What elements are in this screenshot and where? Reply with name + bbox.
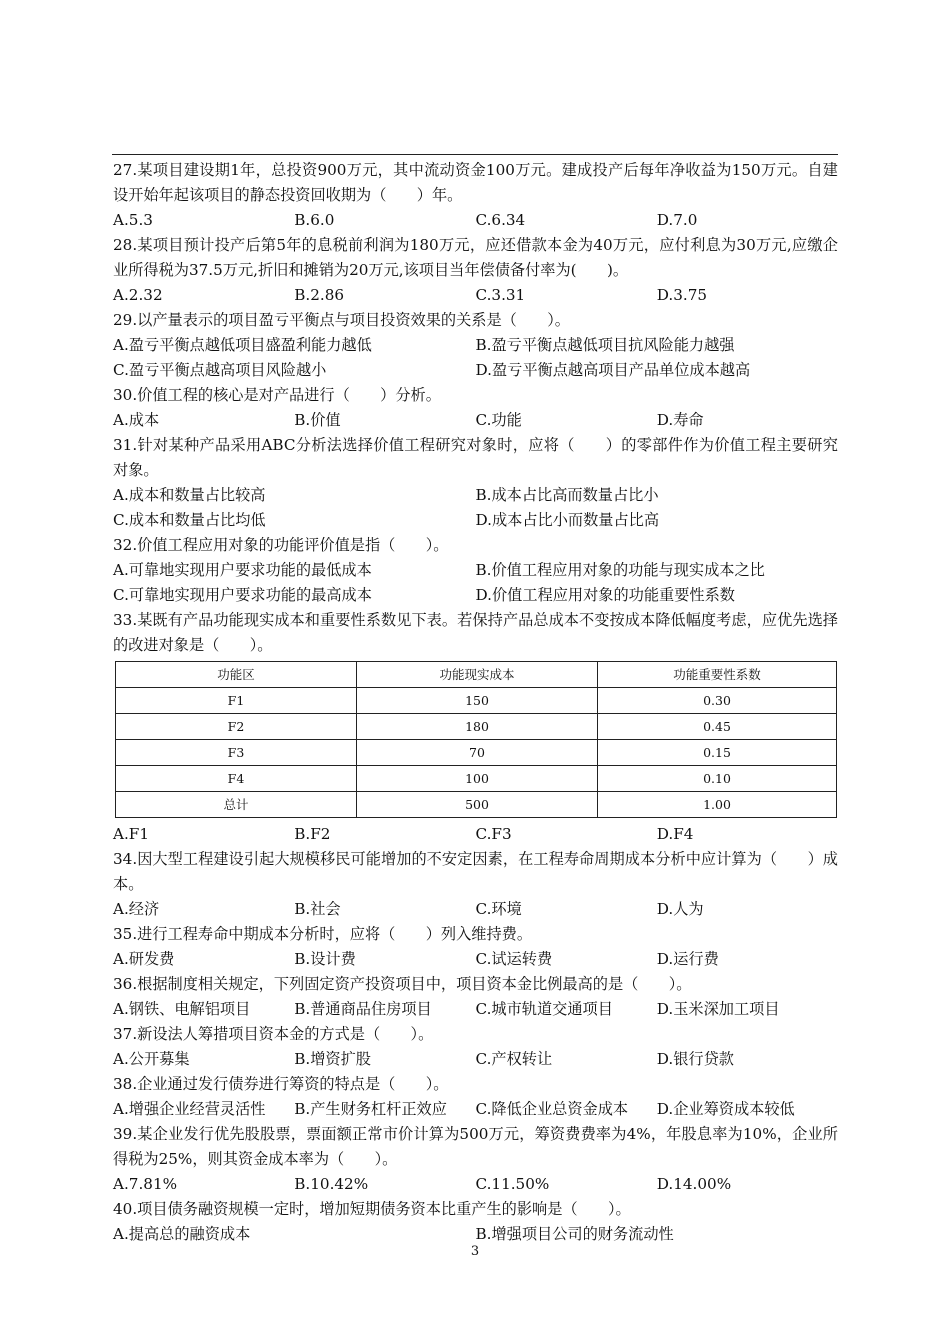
question-34-options [113,897,838,922]
option: B.10.42% [294,1175,369,1193]
question-38-options [113,1097,838,1122]
option: A.公开募集 [113,1050,190,1068]
table-header: 功能重要性系数 [598,662,837,688]
table-header-row [116,662,837,688]
table-header: 功能区 [116,662,357,688]
question-35-options [113,947,838,972]
question-31-options-row1 [113,483,838,508]
option: C.F3 [475,825,512,843]
option: D.7.0 [656,211,698,229]
page-number: 3 [470,1244,480,1259]
table-cell: 0.15 [598,740,837,766]
question-38-stem: 38.企业通过发行债券进行筹资的特点是（ ）。 [113,1075,449,1093]
table-cell: F4 [116,766,357,792]
option: C.成本和数量占比均低 [113,511,266,529]
table-cell: 150 [357,688,598,714]
table-row [116,766,837,792]
option: D.14.00% [656,1175,732,1193]
option: B.价值工程应用对象的功能与现实成本之比 [475,561,765,579]
question-29-options-row2 [113,358,838,383]
table-row [116,792,837,818]
option: C.环境 [475,900,522,918]
option: D.F4 [656,825,694,843]
table-cell: 0.30 [598,688,837,714]
question-36-options [113,997,838,1022]
question-33-options [113,822,838,847]
option: C.产权转让 [475,1050,553,1068]
option: A.7.81% [113,1175,178,1193]
question-32-options-row1 [113,558,838,583]
option: D.运行费 [656,950,719,968]
option: B.F2 [294,825,331,843]
question-30-stem: 30.价值工程的核心是对产品进行（ ）分析。 [113,386,441,404]
table-cell: 1.00 [598,792,837,818]
option: D.成本占比小而数量占比高 [475,511,660,529]
option: A.可靠地实现用户要求功能的最低成本 [113,561,372,579]
question-list [113,158,838,1247]
option: B.6.0 [294,211,335,229]
table-cell: F2 [116,714,357,740]
question-27-stem: 27.某项目建设期1年，总投资900万元，其中流动资金100万元。建成投产后每年净收益为150万元。自建设开始年起该项目的静态投资回收期为（ ）年。 [113,161,838,204]
option: C.盈亏平衡点越高项目风险越小 [113,361,327,379]
question-28-options [113,283,838,308]
option: A.提高总的融资成本 [113,1225,251,1243]
option: C.功能 [475,411,522,429]
option: B.产生财务杠杆正效应 [294,1100,447,1118]
option: B.设计费 [294,950,356,968]
table-cell: 180 [357,714,598,740]
option: B.社会 [294,900,341,918]
header-rule [112,154,838,155]
table-row [116,688,837,714]
option: D.寿命 [656,411,704,429]
question-29-options-row1 [113,333,838,358]
table-cell: 100 [357,766,598,792]
table-cell: 500 [357,792,598,818]
question-30-options [113,408,838,433]
table-cell: 总计 [116,792,357,818]
table-cell: F3 [116,740,357,766]
question-32-stem: 32.价值工程应用对象的功能评价值是指（ ）。 [113,536,449,554]
option: C.试运转费 [475,950,553,968]
question-35-stem: 35.进行工程寿命中期成本分析时，应将（ ）列入维持费。 [113,925,533,943]
question-32-options-row2 [113,583,838,608]
option: A.2.32 [113,286,163,304]
option: C.降低企业总资金成本 [475,1100,629,1118]
option: C.6.34 [475,211,526,229]
question-37-stem: 37.新设法人筹措项目资本金的方式是（ ）。 [113,1025,434,1043]
option: D.银行贷款 [656,1050,734,1068]
option: B.普通商品住房项目 [294,1000,432,1018]
question-27-options [113,208,838,233]
option: D.价值工程应用对象的功能重要性系数 [475,586,735,604]
option: D.盈亏平衡点越高项目产品单位成本越高 [475,361,751,379]
table-row [116,740,837,766]
question-29-stem: 29.以产量表示的项目盈亏平衡点与项目投资效果的关系是（ ）。 [113,311,570,329]
option: B.价值 [294,411,341,429]
option: A.研发费 [113,950,175,968]
question-39-options [113,1172,838,1197]
option: D.玉米深加工项目 [656,1000,780,1018]
option: B.盈亏平衡点越低项目抗风险能力越强 [475,336,735,354]
option: A.F1 [113,825,149,843]
option: B.2.86 [294,286,345,304]
table-cell: F1 [116,688,357,714]
table-cell: 70 [357,740,598,766]
table-cell: 0.45 [598,714,837,740]
table-row [116,714,837,740]
option: D.人为 [656,900,704,918]
option: A.盈亏平衡点越低项目盛盈利能力越低 [113,336,372,354]
option: A.增强企业经营灵活性 [113,1100,266,1118]
option: C.3.31 [475,286,526,304]
option: A.成本 [113,411,160,429]
question-36-stem: 36.根据制度相关规定，下列固定资产投资项目中，项目资本金比例最高的是（ ）。 [113,975,692,993]
function-cost-table [115,661,837,818]
option: C.可靠地实现用户要求功能的最高成本 [113,586,372,604]
option: D.企业筹资成本较低 [656,1100,795,1118]
option: C.城市轨道交通项目 [475,1000,613,1018]
option: D.3.75 [656,286,708,304]
option: B.成本占比高而数量占比小 [475,486,659,504]
question-33-stem: 33.某既有产品功能现实成本和重要性系数见下表。若保持产品总成本不变按成本降低幅度考虑，应优先选择的改进对象是（ ）。 [113,611,838,654]
question-39-stem: 39.某企业发行优先股股票，票面额正常市价计算为500万元，筹资费费率为4%，年股息率为10%，企业所得税为25%，则其资金成本率为（ ）。 [113,1125,838,1168]
table-cell: 0.10 [598,766,837,792]
table-header: 功能现实成本 [357,662,598,688]
option: B.增强项目公司的财务流动性 [475,1225,674,1243]
option: A.5.3 [113,211,153,229]
option: C.11.50% [475,1175,550,1193]
option: A.经济 [113,900,160,918]
option: B.增资扩股 [294,1050,371,1068]
question-28-stem: 28.某项目预计投产后第5年的息税前利润为180万元，应还借款本金为40万元，应付利息为30万元,应缴企业所得税为37.5万元,折旧和摊销为20万元,该项目当年偿债备付率为( )。 [113,236,838,279]
question-40-stem: 40.项目债务融资规模一定时，增加短期债务资本比重产生的影响是（ ）。 [113,1200,631,1218]
question-34-stem: 34.因大型工程建设引起大规模移民可能增加的不安定因素，在工程寿命周期成本分析中应计算为（ ）成本。 [113,850,838,893]
question-31-options-row2 [113,508,838,533]
option: A.钢铁、电解铝项目 [113,1000,251,1018]
option: A.成本和数量占比较高 [113,486,266,504]
question-31-stem: 31.针对某种产品采用ABC分析法选择价值工程研究对象时，应将（ ）的零部件作为价值工程主要研究对象。 [113,436,838,479]
question-37-options [113,1047,838,1072]
